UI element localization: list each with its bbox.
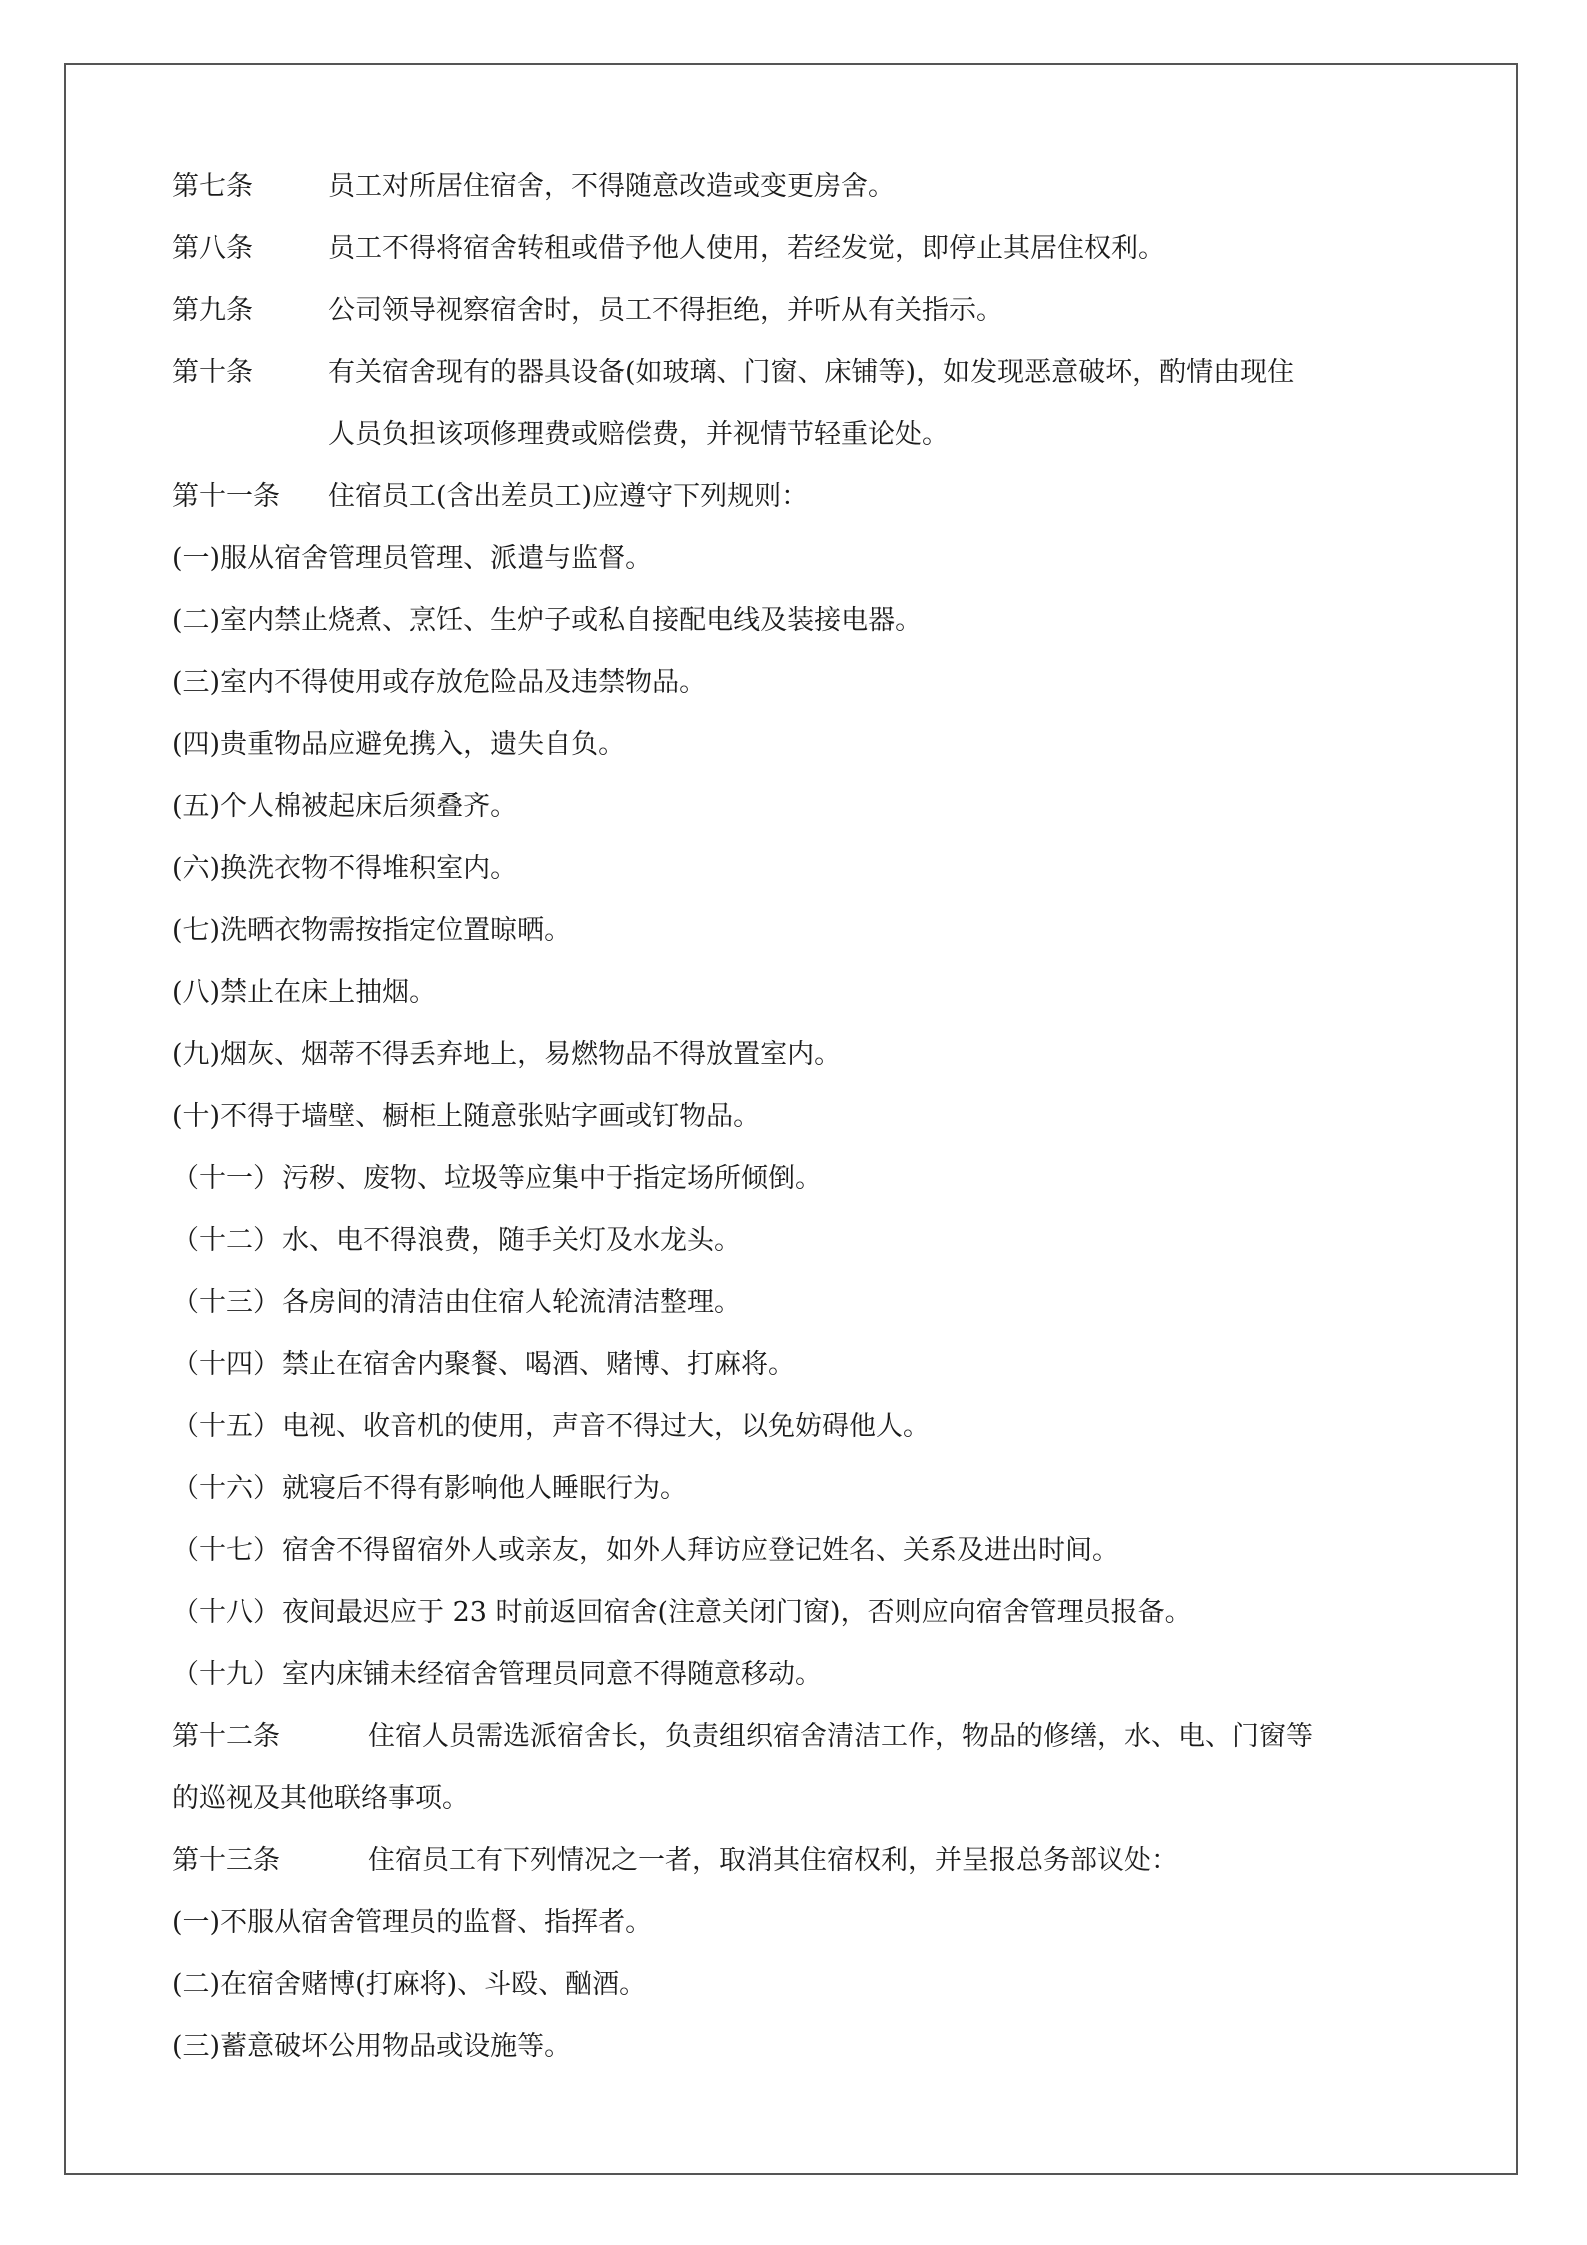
list-item-number: （十二） — [172, 1225, 280, 1256]
list-item-number: (九) — [172, 1039, 221, 1070]
article-text: 住宿员工有下列情况之一者，取消其住宿权利，并呈报总务部议处： — [368, 1845, 1178, 1876]
list-item-number: (十) — [172, 1101, 221, 1132]
list-item-number: (一) — [172, 543, 221, 574]
list-item — [172, 1520, 1472, 1582]
list-item-number: (四) — [172, 729, 221, 760]
article-label: 第八条 — [172, 233, 253, 264]
list-item — [172, 714, 1472, 776]
article-text: 员工不得将宿舍转租或借予他人使用，若经发觉，即停止其居住权利。 — [328, 233, 1165, 264]
article-label: 第十一条 — [172, 481, 280, 512]
list-item-text: 污秽、废物、垃圾等应集中于指定场所倾倒。 — [282, 1163, 822, 1194]
list-item-text: 电视、收音机的使用，声音不得过大，以免妨碍他人。 — [282, 1411, 930, 1442]
list-item — [172, 776, 1472, 838]
list-item-text: 各房间的清洁由住宿人轮流清洁整理。 — [282, 1287, 741, 1318]
list-item-text: 不服从宿舍管理员的监督、指挥者。 — [220, 1907, 653, 1938]
list-item — [172, 1086, 1472, 1148]
article-10-continuation — [172, 404, 1472, 466]
list-item-text: 换洗衣物不得堆积室内。 — [220, 853, 518, 884]
list-item — [172, 652, 1472, 714]
article-9 — [172, 280, 1472, 342]
list-item-number: (六) — [172, 853, 221, 884]
list-item — [172, 962, 1472, 1024]
article-text: 公司领导视察宿舍时，员工不得拒绝，并听从有关指示。 — [328, 295, 1003, 326]
list-item-number: （十五） — [172, 1411, 280, 1442]
list-item — [172, 1148, 1472, 1210]
list-item-number: (三) — [172, 667, 221, 698]
list-item — [172, 528, 1472, 590]
article-12 — [172, 1706, 1472, 1768]
list-item — [172, 1396, 1472, 1458]
list-item-number: （十七） — [172, 1535, 280, 1566]
article-10 — [172, 342, 1472, 404]
list-item-text: 个人棉被起床后须叠齐。 — [220, 791, 518, 822]
list-item — [172, 1582, 1472, 1644]
list-item-text: 烟灰、烟蒂不得丢弃地上，易燃物品不得放置室内。 — [220, 1039, 842, 1070]
list-item-text: 禁止在宿舍内聚餐、喝酒、赌博、打麻将。 — [282, 1349, 795, 1380]
list-item — [172, 590, 1472, 652]
list-item-text: 洗晒衣物需按指定位置晾晒。 — [220, 915, 572, 946]
article-7 — [172, 156, 1472, 218]
article-text: 人员负担该项修理费或赔偿费，并视情节轻重论处。 — [328, 419, 949, 450]
list-item-number: (三) — [172, 2031, 221, 2062]
list-item-text: 宿舍不得留宿外人或亲友，如外人拜访应登记姓名、关系及进出时间。 — [282, 1535, 1119, 1566]
article-12-continuation — [172, 1768, 1472, 1830]
list-item — [172, 1644, 1472, 1706]
list-item — [172, 1458, 1472, 1520]
list-item-number: （十一） — [172, 1163, 280, 1194]
list-item — [172, 1334, 1472, 1396]
list-item-number: （十九） — [172, 1659, 280, 1690]
list-item-text: 就寝后不得有影响他人睡眠行为。 — [282, 1473, 687, 1504]
list-item-number: （十六） — [172, 1473, 280, 1504]
list-item-number: (二) — [172, 605, 221, 636]
list-item — [172, 1024, 1472, 1086]
article-label: 第十三条 — [172, 1845, 280, 1876]
list-item-number: (八) — [172, 977, 221, 1008]
article-text: 员工对所居住宿舍，不得随意改造或变更房舍。 — [328, 171, 895, 202]
list-item-text: 贵重物品应避免携入，遗失自负。 — [220, 729, 626, 760]
article-8 — [172, 218, 1472, 280]
article-11-rules-list — [172, 528, 1472, 1706]
list-item-number: （十三） — [172, 1287, 280, 1318]
document-body — [172, 156, 1472, 2078]
list-item — [172, 2016, 1472, 2078]
list-item — [172, 1892, 1472, 1954]
article-text: 住宿员工(含出差员工)应遵守下列规则： — [328, 481, 809, 512]
article-label: 第十二条 — [172, 1721, 280, 1752]
list-item-number: (二) — [172, 1969, 221, 2000]
list-item-text: 室内床铺未经宿舍管理员同意不得随意移动。 — [282, 1659, 822, 1690]
list-item — [172, 900, 1472, 962]
list-item-text: 蓄意破坏公用物品或设施等。 — [220, 2031, 572, 2062]
list-item-text: 水、电不得浪费，随手关灯及水龙头。 — [282, 1225, 741, 1256]
list-item-text: 夜间最迟应于 23 时前返回宿舍(注意关闭门窗)，否则应向宿舍管理员报备。 — [282, 1597, 1192, 1628]
list-item — [172, 838, 1472, 900]
article-text: 住宿人员需选派宿舍长，负责组织宿舍清洁工作，物品的修缮，水、电、门窗等 — [368, 1721, 1313, 1752]
article-text: 的巡视及其他联络事项。 — [172, 1783, 469, 1814]
article-text: 有关宿舍现有的器具设备(如玻璃、门窗、床铺等)，如发现恶意破坏，酌情由现住 — [328, 357, 1295, 388]
list-item — [172, 1954, 1472, 2016]
list-item-text: 服从宿舍管理员管理、派遣与监督。 — [220, 543, 653, 574]
list-item-text: 在宿舍赌博(打麻将)、斗殴、酗酒。 — [220, 1969, 647, 2000]
list-item-text: 禁止在床上抽烟。 — [220, 977, 437, 1008]
list-item-number: (五) — [172, 791, 221, 822]
list-item — [172, 1272, 1472, 1334]
list-item-text: 室内不得使用或存放危险品及违禁物品。 — [220, 667, 707, 698]
article-label: 第七条 — [172, 171, 253, 202]
article-label: 第十条 — [172, 357, 253, 388]
list-item-number: (一) — [172, 1907, 221, 1938]
article-11 — [172, 466, 1472, 528]
article-13-rules-list — [172, 1892, 1472, 2078]
list-item-text: 不得于墙壁、橱柜上随意张贴字画或钉物品。 — [220, 1101, 761, 1132]
list-item — [172, 1210, 1472, 1272]
article-13 — [172, 1830, 1472, 1892]
list-item-number: （十四） — [172, 1349, 280, 1380]
article-label: 第九条 — [172, 295, 253, 326]
list-item-number: (七) — [172, 915, 221, 946]
list-item-number: （十八） — [172, 1597, 280, 1628]
list-item-text: 室内禁止烧煮、烹饪、生炉子或私自接配电线及装接电器。 — [220, 605, 923, 636]
